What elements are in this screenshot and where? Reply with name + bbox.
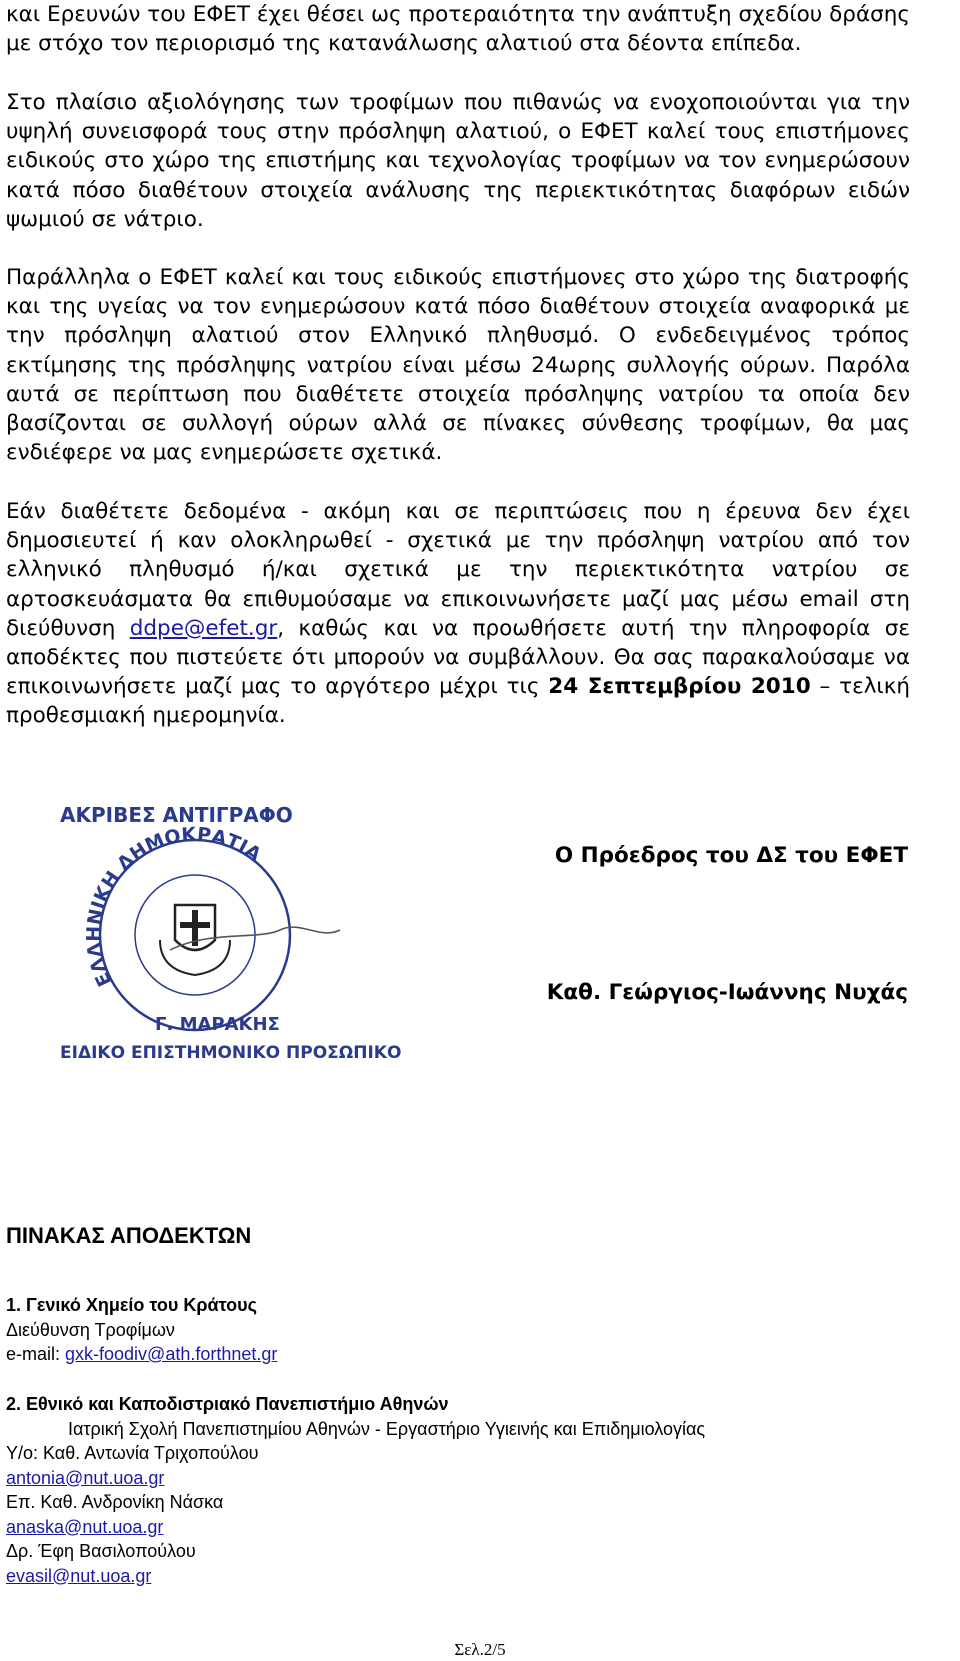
recipient-1-line: Διεύθυνση Τροφίμων: [6, 1319, 175, 1340]
stamp-top-text: ΑΚΡΙΒΕΣ ΑΝΤΙΓΡΑΦΟ: [60, 803, 293, 827]
stamp-ring-text: ΕΛΛΗΝΙΚΗ ΔΗΜΟΚΡΑΤΙΑ: [82, 823, 266, 990]
recipient-1: [6, 1293, 277, 1367]
paragraph-food-evaluation: Στο πλαίσιο αξιολόγησης των τροφίμων που πιθανώς να ενοχοποιούνται για την υψηλή συνεισφορά τους στην πρόσληψη αλατιού, ο ΕΦΕΤ καλεί τους επιστήμονες ειδικούς στο χώρο της επιστήμης και τεχνολογίας τροφίμων να τον ενημερώσουν κατά πόσο διαθέτουν στοιχεία ανάλυσης της περιεκτικότητας διαφόρων ειδών ψωμιού σε νάτριο.: [6, 90, 910, 232]
recipient-1-email-row: [6, 1342, 277, 1367]
recipient-2-title: 2. Εθνικό και Καποδιστριακό Πανεπιστήμιο Αθηνών: [6, 1394, 449, 1414]
stamp-role: ΕΙΔΙΚΟ ΕΠΙΣΤΗΜΟΝΙΚΟ ΠΡΟΣΩΠΙΚΟ: [60, 1043, 402, 1063]
recipient-2-person-1: Υ/ο: Καθ. Αντωνία Τριχοπούλου: [6, 1443, 259, 1463]
recipients-heading: ΠΙΝΑΚΑΣ ΑΠΟΔΕΚΤΩΝ: [6, 1223, 252, 1248]
contact-text-a: Εάν διαθέτετε δεδομένα - ακόμη και σε περιπτώσεις που η έρευνα δεν έχει δημοσιευτεί ή καν ολοκληρωθεί - σχετικά με την πρόσληψη νατρίου από τον ελληνικό πληθυσμό ή/και σχετικά με την περιεκτικότητα νατρίου σε αρτοσκευάσματα θα επιθυμούσαμε να επικοινωνήσετε μαζί μας μέσω email στη διεύθυνση: [6, 499, 910, 641]
contact-text-c: – τελική προθεσμιακή ημερομηνία.: [6, 674, 910, 729]
recipient-1-email-link[interactable]: gxk-foodiv@ath.forthnet.gr: [65, 1344, 278, 1364]
recipient-2-person-3: Δρ. Έφη Βασιλοπούλου: [6, 1541, 196, 1561]
recipient-2-email-2-link[interactable]: anaska@nut.uoa.gr: [6, 1516, 164, 1537]
recipient-2-email-3-link[interactable]: evasil@nut.uoa.gr: [6, 1565, 152, 1586]
contact-text-b: , καθώς και να προωθήσετε αυτή την πληροφορία σε αποδέκτες που πιστεύετε ότι μπορούν να συμβάλλουν. Θα σας παρακαλούσαμε να επικοινωνήσετε μαζί μας το αργότερο μέχρι τις: [6, 615, 911, 700]
contact-email-link[interactable]: ddpe@efet.gr: [129, 615, 278, 641]
coat-of-arms-icon: [160, 905, 230, 975]
recipient-2-email-1-link[interactable]: antonia@nut.uoa.gr: [6, 1467, 165, 1488]
recipient-1-title: 1. Γενικό Χημείο του Κράτους: [6, 1295, 257, 1315]
paragraph-contact-request: [6, 497, 910, 731]
recipient-2-person-2: Επ. Καθ. Ανδρονίκη Νάσκα: [6, 1492, 224, 1512]
paragraph-intro: και Ερευνών του ΕΦΕΤ έχει θέσει ως προτεραιότητα την ανάπτυξη σχεδίου δράσης με στόχο τον περιορισμό της κατανάλωσης αλατιού στα δέοντα επίπεδα.: [6, 2, 910, 57]
recipient-2: [6, 1392, 705, 1588]
official-stamp: [20, 790, 440, 1090]
paragraph-nutrition-experts: Παράλληλα ο ΕΦΕΤ καλεί και τους ειδικούς επιστήμονες στο χώρο της διατροφής και της υγείας να τον ενημερώσουν κατά πόσο διαθέτουν στοιχεία αναφορικά με την πρόσληψη αλατιού στον Ελληνικό πληθυσμό. Ο ενδεδειγμένος τρόπος εκτίμησης της πρόσληψης νατρίου είναι μέσω 24ωρης συλλογής ούρων. Παρόλα αυτά σε περίπτωση που διαθέτετε στοιχεία πρόσληψης νατρίου τα οποία δεν βασίζονται σε συλλογή ούρων αλλά σε πίνακες σύνθεσης τροφίμων, θα μας ενδιέφερε να μας ενημερώσετε σχετικά.: [6, 265, 910, 466]
deadline-date: 24 Σεπτεμβρίου 2010: [548, 674, 811, 700]
email-label: e-mail:: [6, 1344, 66, 1364]
recipient-2-line: Ιατρική Σχολή Πανεπιστημίου Αθηνών - Εργαστήριο Υγιεινής και Επιδημιολογίας: [68, 1418, 706, 1439]
page-number: Σελ.2/5: [454, 1640, 506, 1659]
stamp-name: Γ. ΜΑΡΑΚΗΣ: [155, 1014, 280, 1035]
signatory-title: Ο Πρόεδρος του ΔΣ του ΕΦΕΤ: [554, 843, 908, 868]
signatory-name: Καθ. Γεώργιος-Ιωάννης Νυχάς: [546, 980, 908, 1005]
